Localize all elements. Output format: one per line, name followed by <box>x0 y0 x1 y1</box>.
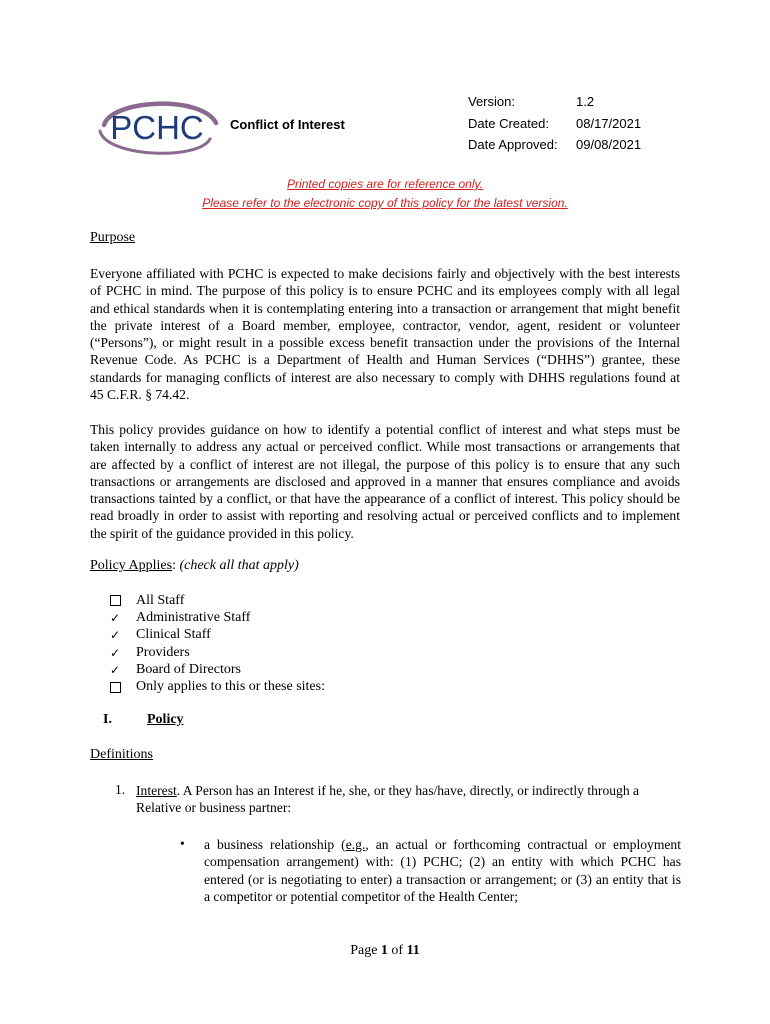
definitions-heading: Definitions <box>90 747 153 762</box>
bullet-item <box>204 836 681 905</box>
list-item <box>110 627 325 644</box>
definition-text: . A Person has an Interest if he, she, or they has/have, directly, or indirectly through a Relative or business partner: <box>136 783 640 816</box>
list-item <box>110 644 325 661</box>
checkmark-icon[interactable]: ✓ <box>110 645 121 660</box>
definition-term: Interest <box>136 783 177 798</box>
bullet-text-post: , an actual or forthcoming contractual or employment compensation arrangement) with: (1) PCHC; (2) an entity with which PCHC has entered (or is negotiating to enter) a transaction or arrangement; or (3) an entity that is a competitor or potential competitor of the Health Center; <box>204 837 681 904</box>
checkmark-icon[interactable]: ✓ <box>110 628 121 643</box>
bullet-icon: • <box>180 836 185 851</box>
checkbox-empty-icon[interactable] <box>110 595 136 606</box>
checkmark-icon[interactable]: ✓ <box>110 610 121 625</box>
meta-date-created-row <box>468 116 641 138</box>
bullet-eg: e.g. <box>345 837 366 852</box>
meta-version-row <box>468 94 641 116</box>
list-item-label: Administrative Staff <box>136 609 251 625</box>
list-item-label: Clinical Staff <box>136 627 211 643</box>
list-item-label: Providers <box>136 644 190 660</box>
document-title: Conflict of Interest <box>230 117 345 132</box>
page-footer <box>0 943 770 959</box>
list-item <box>110 678 325 695</box>
policy-applies-hint: (check all that apply) <box>179 558 299 573</box>
page-total: 11 <box>406 943 420 958</box>
list-item <box>110 592 325 609</box>
purpose-paragraph-1: Everyone affiliated with PCHC is expected to make decisions fairly and objectively with the best interests of PCHC in mind. The purpose of this policy is to ensure PCHC and its employees comply with all legal and ethical standards when it is contemplating entering into a transaction or arrangement that might benefit the private interest of a Board member, employee, contractor, vendor, agent, resident or volunteer (“Persons”), or might result in a possible excess benefit transaction under the provisions of the Internal Revenue Code. As PCHC is a Department of Health and Human Services (“DHHS”) grantee, these standards for managing conflicts of interest are also necessary to comply with DHHS regulations found at 45 C.F.R. § 74.42. <box>90 266 680 403</box>
document-meta <box>468 94 641 159</box>
notice-line-1: Printed copies are for reference only. <box>287 177 483 191</box>
purpose-heading: Purpose <box>90 230 136 245</box>
notice-line-2: Please refer to the electronic copy of this policy for the latest version. <box>202 196 568 210</box>
definition-number: 1. <box>115 782 126 797</box>
policy-applies-colon: : <box>172 558 176 573</box>
pchc-logo <box>94 95 220 157</box>
section-title: Policy <box>147 712 184 727</box>
page-current: 1 <box>380 943 388 958</box>
page-prefix: Page <box>350 943 381 958</box>
definition-interest <box>136 782 681 817</box>
list-item-label: All Staff <box>136 592 185 608</box>
section-number: I. <box>103 712 112 727</box>
purpose-paragraph-2: This policy provides guidance on how to identify a potential conflict of interest and what steps must be taken internally to address any actual or perceived conflict. While most transactions or arrangements that are affected by a conflict of interest are not illegal, the purpose of this policy is to ensure that any such transactions or arrangements are disclosed and approved in a manner that ensures compliance and avoids transactions tainted by a conflict, or that have the appearance of a conflict of interest. This policy should be read broadly in order to assist with reporting and resolving actual or perceived conflicts and to implement the spirit of the guidance provided in this policy. <box>90 422 680 541</box>
version-value: 1.2 <box>576 94 595 109</box>
checkmark-icon[interactable]: ✓ <box>110 662 121 677</box>
policy-applies <box>90 558 299 574</box>
list-item-label: Board of Directors <box>136 661 241 677</box>
applies-checklist <box>110 592 325 696</box>
date-created-value: 08/17/2021 <box>576 115 642 131</box>
page-middle: of <box>387 943 407 958</box>
logo-text: PCHC <box>110 109 204 146</box>
list-item <box>110 609 325 626</box>
date-created-label: Date Created: <box>468 115 549 131</box>
version-label: Version: <box>468 94 515 109</box>
bullet-text-pre: a business relationship ( <box>204 837 346 852</box>
date-approved-label: Date Approved: <box>468 137 558 152</box>
checkbox-empty-icon[interactable] <box>110 682 136 693</box>
date-approved-value: 09/08/2021 <box>576 137 642 152</box>
list-item <box>110 661 325 678</box>
meta-date-approved-row <box>468 137 641 159</box>
policy-applies-label: Policy Applies <box>90 558 173 573</box>
list-item-label: Only applies to this or these sites: <box>136 679 325 695</box>
